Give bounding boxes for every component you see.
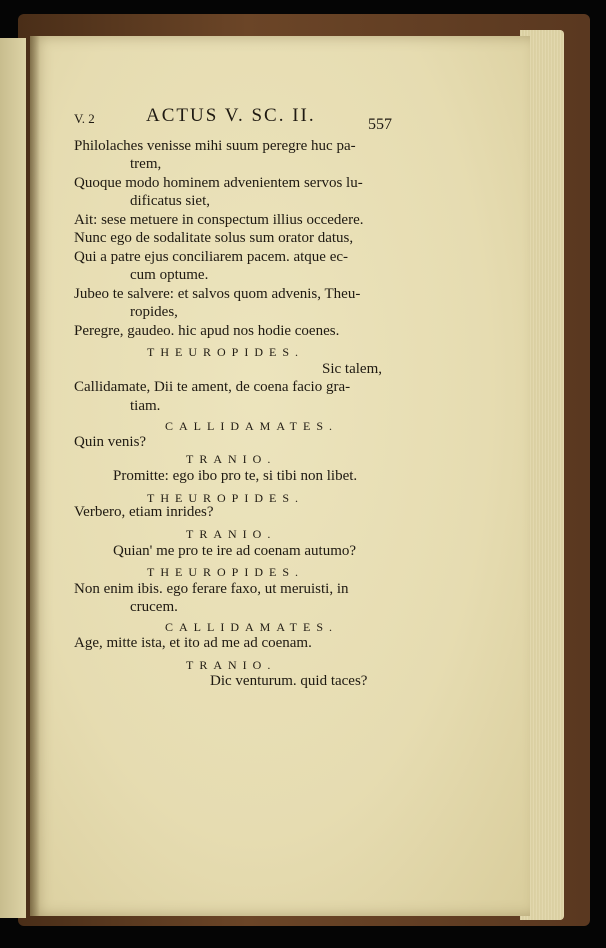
text-line: Dic venturum. quid taces?: [210, 673, 368, 689]
text-line: Nunc ego de sodalitate solus sum orator datus,: [74, 230, 354, 246]
text-line: Jubeo te salvere: et salvos quom advenis, Theu-: [74, 286, 361, 302]
text-line: Callidamate, Dii te ament, de coena facio gra-: [74, 379, 351, 395]
speaker-name: THEUROPIDES.: [147, 491, 305, 505]
text-line: Sic talem,: [322, 361, 382, 377]
text-line: cum optume.: [130, 267, 209, 283]
text-line: dificatus siet,: [130, 193, 210, 209]
text-line: trem,: [130, 156, 162, 172]
text-line: Peregre, gaudeo. hic apud nos hodie coenes.: [74, 323, 340, 339]
text-line: crucem.: [130, 599, 178, 615]
speaker-name: THEUROPIDES.: [147, 345, 305, 359]
text-line: Quin venis?: [74, 434, 147, 450]
speaker-name: THEUROPIDES.: [147, 565, 305, 579]
signature-mark: V. 2: [74, 111, 95, 126]
text-line: ropides,: [130, 304, 178, 320]
text-line: Quoque modo hominem advenientem servos lu-: [74, 175, 363, 191]
running-title: ACTUS V. SC. II.: [146, 105, 316, 126]
text-line: Qui a patre ejus conciliarem pacem. atque ec-: [74, 249, 349, 265]
speaker-name: TRANIO.: [186, 452, 277, 466]
speaker-name: CALLIDAMATES.: [165, 419, 338, 433]
speaker-name: CALLIDAMATES.: [165, 620, 338, 634]
left-page-edge: [0, 38, 26, 918]
speaker-name: TRANIO.: [186, 658, 277, 672]
speaker-name: TRANIO.: [186, 527, 277, 541]
text-line: Promitte: ego ibo pro te, si tibi non libet.: [113, 468, 358, 484]
text-line: Age, mitte ista, et ito ad me ad coenam.: [74, 635, 312, 651]
text-line: Philolaches venisse mihi suum peregre huc pa-: [74, 138, 356, 154]
text-line: Quian' me pro te ire ad coenam autumo?: [113, 543, 357, 559]
text-line: Ait: sese metuere in conspectum illius occedere.: [74, 212, 364, 228]
page-gutter-shadow: [30, 36, 40, 916]
text-line: Non enim ibis. ego ferare faxo, ut meruisti, in: [74, 581, 349, 597]
page-number: 557: [368, 116, 392, 133]
text-line: Verbero, etiam inrides?: [74, 504, 214, 520]
text-line: tiam.: [130, 398, 161, 414]
